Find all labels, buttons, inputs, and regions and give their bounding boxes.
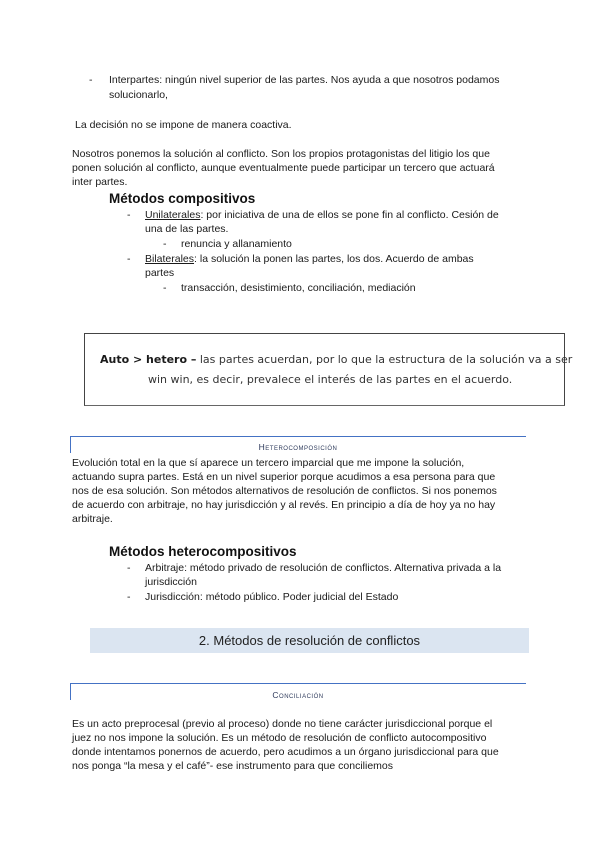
callout-line2: win win, es decir, prevalece el interés de las partes en el acuerdo.: [148, 373, 513, 386]
decision-text: La decisión no se impone de manera coactiva.: [75, 119, 292, 131]
bullet-dash: -: [127, 253, 131, 265]
unilaterales-sub: renuncia y allanamiento: [181, 238, 292, 250]
heterocompositivos-heading: Métodos heterocompositivos: [109, 544, 297, 559]
unilaterales-line2: una de las partes.: [145, 223, 229, 235]
conciliacion-line4: nos ponga “la mesa y el café”- ese instrumento para que conciliemos: [72, 760, 393, 772]
bullet-dash: -: [127, 591, 131, 603]
bullet-dash: -: [163, 282, 167, 294]
conciliacion-line3: donde intentamos ponernos de acuerdo, pero acudimos a un órgano jurisdiccional para que: [72, 746, 499, 758]
arbitraje-line2: jurisdicción: [145, 576, 197, 588]
section-heading: 2. Métodos de resolución de conflictos: [90, 628, 529, 653]
callout-bold: Auto > hetero –: [100, 353, 197, 366]
bilaterales-text: : la solución la ponen las partes, los dos. Acuerdo de ambas: [194, 253, 474, 265]
interpartes-line2: solucionarlo,: [109, 89, 168, 101]
conciliacion-title: Conciliación: [272, 690, 324, 700]
unilaterales-line1: [145, 208, 499, 222]
bullet-dash: -: [127, 209, 131, 221]
unilaterales-label: Unilaterales: [145, 209, 201, 221]
hetero-line3: nos de esa solución. Son métodos alternativos de resolución de conflictos. Si nos ponemos: [72, 485, 497, 497]
title-bar-line: [70, 683, 526, 684]
intro-line2: ponen solución al conflicto, aunque eventualmente puede participar un tercero que actuará: [72, 162, 495, 174]
intro-line1: Nosotros ponemos la solución al conflicto. Son los propios protagonistas del litigio los que: [72, 148, 490, 160]
hetero-line5: arbitraje.: [72, 513, 113, 525]
bilaterales-line1: [145, 252, 474, 266]
interpartes-line1: Interpartes: ningún nivel superior de las partes. Nos ayuda a que nosotros podamos: [109, 74, 500, 86]
bilaterales-line2: partes: [145, 267, 175, 279]
arbitraje-line1: Arbitraje: método privado de resolución de conflictos. Alternativa privada a la: [145, 562, 502, 574]
unilaterales-text: : por iniciativa de una de ellos se pone fin al conflicto. Cesión de: [200, 209, 499, 221]
hetero-line2: actuando supra partes. Está en un nivel superior porque acudimos a esa persona para que: [72, 471, 496, 483]
conciliacion-line1: Es un acto preprocesal (previo al proceso) donde no tiene carácter jurisdiccional porque el: [72, 718, 493, 730]
intro-line3: inter partes.: [72, 176, 128, 188]
conciliacion-line2: juez no nos impone la solución. Es un método de resolución de conflicto autocompositivo: [72, 732, 487, 744]
bilaterales-sub: transacción, desistimiento, conciliación, mediación: [181, 282, 416, 294]
compositivos-heading: Métodos compositivos: [109, 191, 256, 206]
hetero-line4: de acuerdo con arbitraje, no hay jurisdicción y al revés. En principio a día de hoy ya no hay: [72, 499, 496, 511]
hetero-title: Heterocomposición: [258, 442, 338, 452]
callout-box: [84, 333, 573, 406]
bullet-dash: -: [163, 238, 167, 250]
hetero-line1: Evolución total en la que sí aparece un tercero imparcial que me impone la solución,: [72, 457, 465, 469]
callout-text: las partes acuerdan, por lo que la estructura de la solución va a ser: [196, 353, 573, 366]
bilaterales-label: Bilaterales: [145, 253, 195, 265]
title-bar-line: [70, 436, 526, 437]
callout-line1: [100, 350, 572, 370]
jurisdiccion-item: Jurisdicción: método público. Poder judicial del Estado: [145, 591, 399, 603]
bullet-dash: -: [89, 74, 93, 86]
bullet-dash: -: [127, 562, 131, 574]
